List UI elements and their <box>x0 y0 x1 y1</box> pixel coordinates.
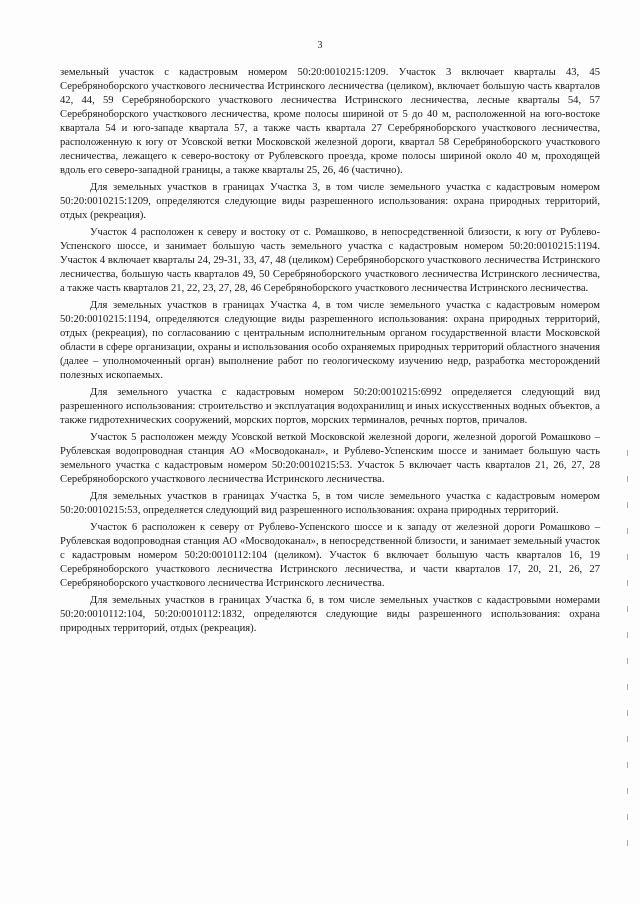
paragraph-continuation: земельный участок с кадастровым номером 50:20:0010215:1209. Участок 3 включает кварталы 43, 45 Серебряноборского участкового лесничества Истринского лесничества (целиком), включает большую часть кварталов 42, 44, 59 Серебряноборского участкового лесничества Истринского лесничества, лесные кварталы 54, 57 Серебряноборского участкового лесничества, кроме полосы шириной от 5 до 40 м, расположенной на юго-востоке квартала 54 и юго-западе квартала 57, а также часть квартала 27 Серебряноборского участкового лесничества, расположенную к югу от Усовской ветки Московской железной дороги, квартал 58 Серебряноборского участкового лесничества, лежащего к северо-востоку от Рублевского проезда, кроме полосы шириной около 40 м, проходящей вдоль его северо-западной границы, а также кварталы 25, 26, 46 (частично). <box>60 67 600 176</box>
paragraph-plot3-usage: Для земельных участков в границах Участка 3, в том числе земельного участка с кадастровым номером 50:20:0010215:1209, определяются следующие виды разрешенного использования: охрана природных территорий, отдых (рекреация). <box>60 182 600 221</box>
document-body <box>60 66 600 639</box>
page-number: 3 <box>317 40 323 51</box>
paragraph-parcel-6992-usage: Для земельного участка с кадастровым номером 50:20:0010215:6992 определяется следующий вид разрешенного использования: строительство и эксплуатация водохранилищ и иных искусственных водных объектов, а также гидротехнических сооружений, морских портов, морских терминалов, речных портов, причалов. <box>60 387 600 426</box>
paragraph-plot5-location: Участок 5 расположен между Усовской веткой Московской железной дороги, железной дорогой Ромашково – Рублевская водопроводная станция АО «Мосводоканал», и Рублево-Успенским шоссе и занимает большую часть земельного участка с кадастровым номером 50:20:0010215:53. Участок 5 включает часть кварталов 21, 26, 27, 28 Серебряноборского участкового лесничества Истринского лесничества. <box>60 432 600 485</box>
paragraph-plot4-location: Участок 4 расположен к северу и востоку от с. Ромашково, в непосредственной близости, к югу от Рублево-Успенского шоссе, и занимает большую часть земельного участка с кадастровым номером 50:20:0010215:1194. Участок 4 включает кварталы 24, 29-31, 33, 47, 48 (целиком) Серебряноборского участкового лесничества Истринского лесничества, большую часть кварталов 49, 50 Серебряноборского участкового лесничества Истринского лесничества, а также часть кварталов 21, 22, 23, 27, 28, 46 Серебряноборского участкового лесничества Истринского лесничества. <box>60 227 600 294</box>
paragraph-plot6-usage: Для земельных участков в границах Участка 6, в том числе земельных участков с кадастровыми номерами 50:20:0010112:104, 50:20:0010112:1832, определяются следующие виды разрешенного использования: охрана природных территорий, отдых (рекреация). <box>60 595 600 634</box>
scan-margin-marks <box>627 450 630 890</box>
paragraph-plot6-location: Участок 6 расположен к северу от Рублево-Успенского шоссе и к западу от железной дороги Ромашково – Рублевская водопроводная станция АО «Мосводоканал», в непосредственной близости, и занимает земельный участок с кадастровым номером 50:20:0010112:104 (целиком). Участок 6 включает большую часть кварталов 16, 19 Серебряноборского участкового лесничества Истринского лесничества, и части кварталов 17, 20, 21, 26, 27 Серебряноборского участкового лесничества Истринского лесничества. <box>60 522 600 589</box>
paragraph-plot4-usage: Для земельных участков в границах Участка 4, в том числе земельного участка с кадастровым номером 50:20:0010215:1194, определяются следующие виды разрешенного использования: охрана природных территорий, отдых (рекреация), по согласованию с центральным исполнительным органом государственной власти Московской области в сфере организации, охраны и использования особо охраняемых природных территорий областного значения (далее – уполномоченный орган) выполнение работ по геологическому изучению недр, разработка месторождений полезных ископаемых. <box>60 300 600 381</box>
paragraph-plot5-usage: Для земельных участков в границах Участка 5, в том числе земельного участка с кадастровым номером 50:20:0010215:53, определяется следующий вид разрешенного использования: охрана природных территорий. <box>60 491 600 516</box>
